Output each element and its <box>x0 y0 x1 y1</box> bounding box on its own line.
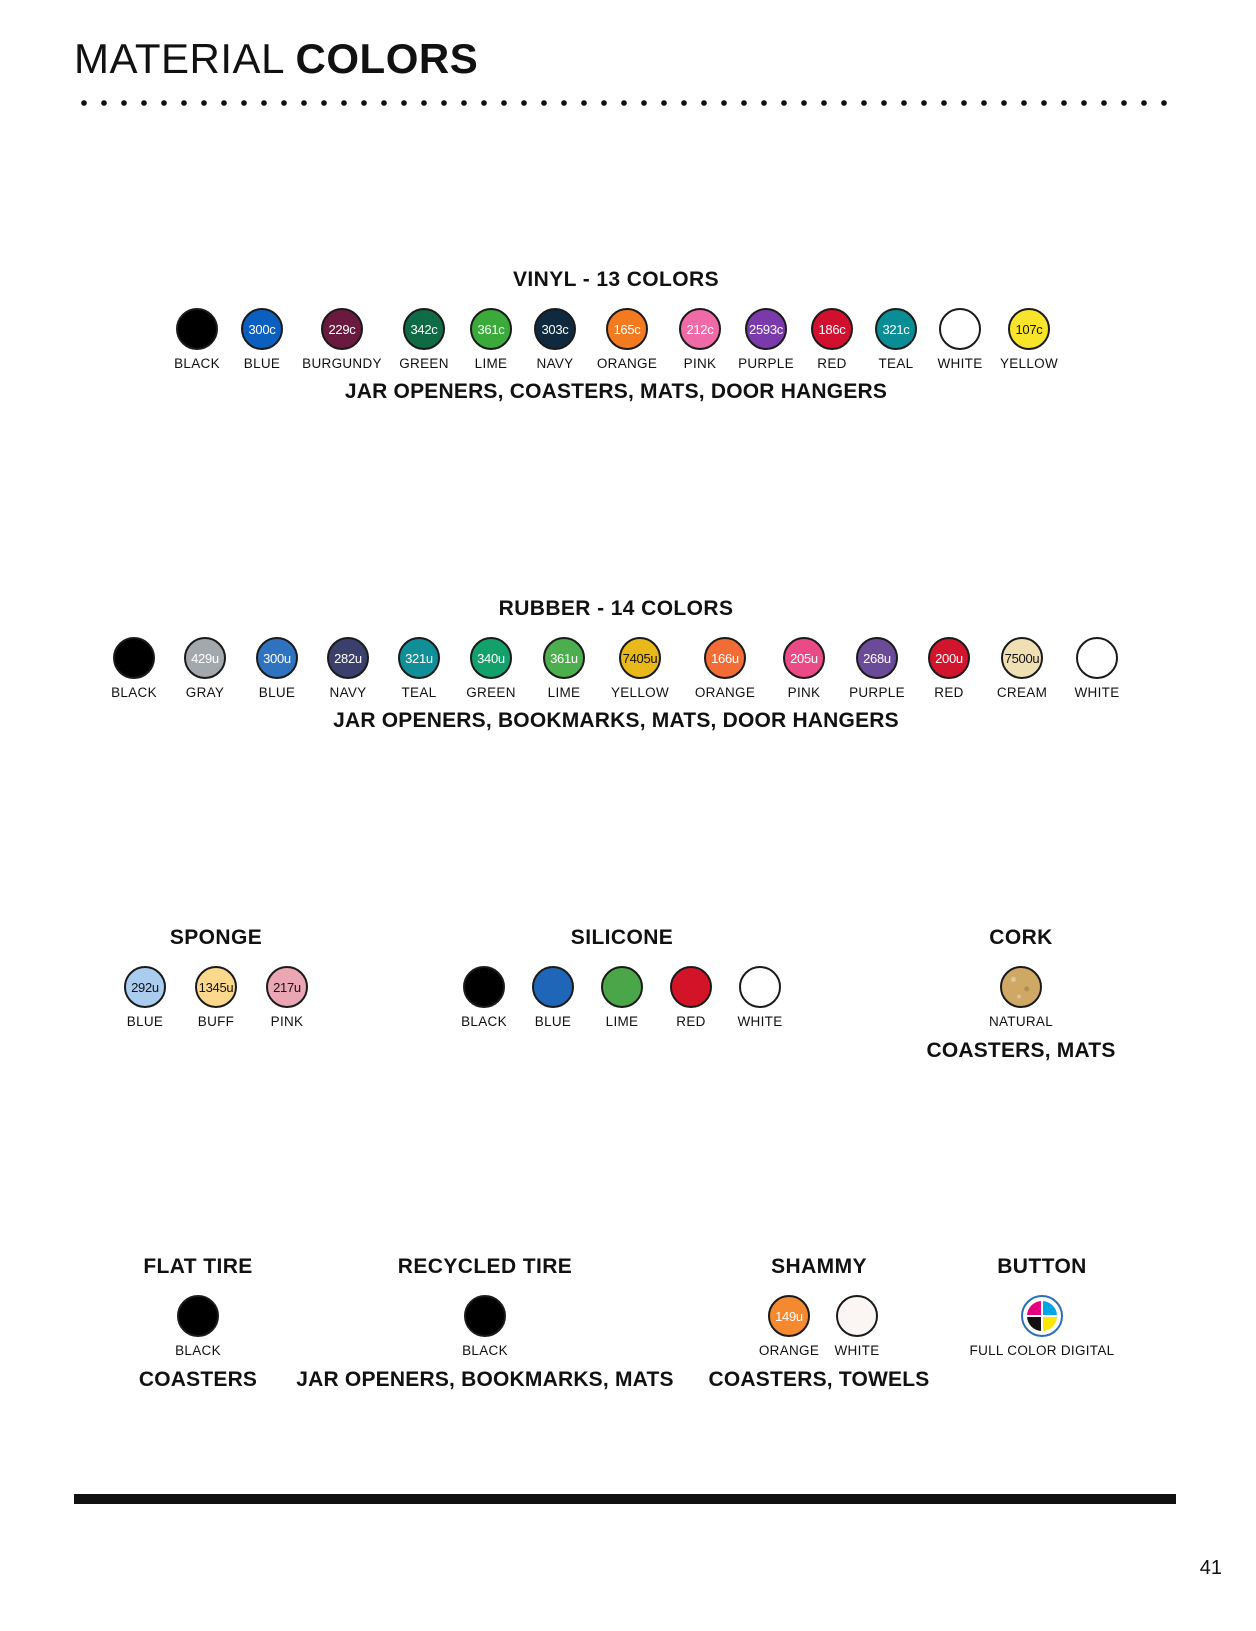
swatch-label: NAVY <box>329 685 367 700</box>
swatch-label: BLACK <box>174 356 220 371</box>
pantone-code: 107c <box>1015 321 1043 337</box>
pantone-code: 300u <box>263 650 291 666</box>
swatch-label: BLUE <box>534 1014 572 1029</box>
color-swatch-circle <box>619 637 661 679</box>
color-swatch-circle <box>836 1295 878 1337</box>
pantone-code: 186c <box>818 321 846 337</box>
dotted-divider <box>74 100 1176 106</box>
pantone-code: 282u <box>334 650 362 666</box>
pantone-code: 149u <box>775 1308 803 1324</box>
cork-title: CORK <box>989 926 1053 949</box>
swatch-flat-tire-black <box>138 1295 258 1358</box>
swatch-rubber-white <box>1037 637 1157 700</box>
color-swatch-circle <box>321 308 363 350</box>
color-swatch-circle <box>464 1295 506 1337</box>
swatch-label: WHITE <box>937 356 983 371</box>
swatch-label: RED <box>676 1014 706 1029</box>
swatch-cork-natural <box>961 966 1081 1029</box>
swatch-sponge-pink <box>227 966 347 1029</box>
swatch-label: BLACK <box>462 1343 508 1358</box>
color-swatch-circle <box>1076 637 1118 679</box>
color-swatch-circle <box>1000 966 1042 1008</box>
pantone-code: 321u <box>405 650 433 666</box>
vinyl-title: VINYL - 13 COLORS <box>513 268 719 291</box>
pantone-code: 166u <box>711 650 739 666</box>
shammy-uses: COASTERS, TOWELS <box>708 1368 930 1391</box>
swatch-shammy-white <box>797 1295 917 1358</box>
pantone-code: 361u <box>550 650 578 666</box>
color-swatch-circle <box>1008 308 1050 350</box>
swatch-recycled-tire-black <box>425 1295 545 1358</box>
pantone-code: 342c <box>410 321 438 337</box>
swatch-label: BLUE <box>258 685 296 700</box>
shammy-title: SHAMMY <box>771 1255 867 1278</box>
swatch-label: WHITE <box>1074 685 1120 700</box>
swatch-label: GREEN <box>466 685 516 700</box>
pantone-code: 268u <box>863 650 891 666</box>
bottom-divider <box>74 1494 1176 1504</box>
swatch-label: GREEN <box>399 356 449 371</box>
swatch-label: RED <box>934 685 964 700</box>
swatch-label: TEAL <box>878 356 914 371</box>
swatch-silicone-white <box>700 966 820 1029</box>
pantone-code: 205u <box>790 650 818 666</box>
swatch-vinyl-yellow <box>969 308 1089 371</box>
swatch-label: PURPLE <box>849 685 905 700</box>
swatch-label: BLACK <box>461 1014 507 1029</box>
sponge-title: SPONGE <box>169 926 263 949</box>
color-swatch-circle <box>739 966 781 1008</box>
swatch-label: BURGUNDY <box>302 356 382 371</box>
swatch-label: PURPLE <box>738 356 794 371</box>
swatch-label: YELLOW <box>999 356 1059 371</box>
swatch-label: WHITE <box>737 1014 783 1029</box>
pantone-code: 292u <box>131 979 159 995</box>
swatch-label: WHITE <box>834 1343 880 1358</box>
button-title: BUTTON <box>997 1255 1087 1278</box>
page-title-light: MATERIAL <box>74 35 284 82</box>
recycled-tire-title: RECYCLED TIRE <box>397 1255 573 1278</box>
swatch-label: PINK <box>270 1014 304 1029</box>
pantone-code: 229c <box>328 321 356 337</box>
swatch-label: PINK <box>787 685 821 700</box>
swatch-label: LIME <box>474 356 508 371</box>
vinyl-uses: JAR OPENERS, COASTERS, MATS, DOOR HANGERS <box>344 380 888 403</box>
page-title <box>74 36 478 82</box>
swatch-full-color-digital <box>969 1295 1115 1358</box>
color-swatch-circle <box>241 308 283 350</box>
swatch-label: YELLOW <box>610 685 670 700</box>
recycled-tire-uses: JAR OPENERS, BOOKMARKS, MATS <box>296 1368 674 1391</box>
pantone-code: 1345u <box>198 979 234 995</box>
flat-tire-title: FLAT TIRE <box>143 1255 253 1278</box>
flat-tire-uses: COASTERS <box>138 1368 258 1391</box>
pantone-code: 200u <box>935 650 963 666</box>
pantone-code: 300c <box>248 321 276 337</box>
color-swatch-circle <box>177 1295 219 1337</box>
swatch-label: GRAY <box>185 685 225 700</box>
swatch-label: BLUE <box>243 356 281 371</box>
swatch-label: CREAM <box>996 685 1048 700</box>
pantone-code: 303c <box>541 321 569 337</box>
swatch-label: RED <box>817 356 847 371</box>
swatch-label: ORANGE <box>694 685 756 700</box>
swatch-label: ORANGE <box>596 356 658 371</box>
cork-uses: COASTERS, MATS <box>926 1039 1116 1062</box>
swatch-label: LIME <box>605 1014 639 1029</box>
swatch-label: ORANGE <box>758 1343 820 1358</box>
pantone-code: 2593c <box>749 321 783 337</box>
pantone-code: 217u <box>273 979 301 995</box>
pantone-code: 361c <box>477 321 505 337</box>
page-title-bold: COLORS <box>295 35 479 82</box>
pantone-code: 7405u <box>622 650 658 666</box>
swatch-label: LIME <box>547 685 581 700</box>
color-swatch-circle <box>704 637 746 679</box>
pantone-code: 165c <box>613 321 641 337</box>
cmyk-full-color-icon <box>1021 1295 1063 1337</box>
rubber-title: RUBBER - 14 COLORS <box>498 597 734 620</box>
swatch-label: NATURAL <box>988 1014 1054 1029</box>
swatch-label: BLACK <box>175 1343 221 1358</box>
swatch-label: PINK <box>683 356 717 371</box>
swatch-label: NAVY <box>536 356 574 371</box>
pantone-code: 429u <box>191 650 219 666</box>
swatch-label: BLUE <box>126 1014 164 1029</box>
silicone-title: SILICONE <box>570 926 674 949</box>
pantone-code: 340u <box>477 650 505 666</box>
pantone-code: 212c <box>686 321 714 337</box>
pantone-code: 7500u <box>1004 650 1040 666</box>
swatch-label: BLACK <box>111 685 157 700</box>
swatch-label: FULL COLOR DIGITAL <box>969 1343 1115 1358</box>
page-number: 41 <box>1199 1557 1222 1579</box>
color-swatch-circle <box>543 637 585 679</box>
color-swatch-circle <box>266 966 308 1008</box>
rubber-uses: JAR OPENERS, BOOKMARKS, MATS, DOOR HANGERS <box>333 709 899 732</box>
swatch-label: BUFF <box>197 1014 235 1029</box>
swatch-label: TEAL <box>401 685 437 700</box>
pantone-code: 321c <box>882 321 910 337</box>
